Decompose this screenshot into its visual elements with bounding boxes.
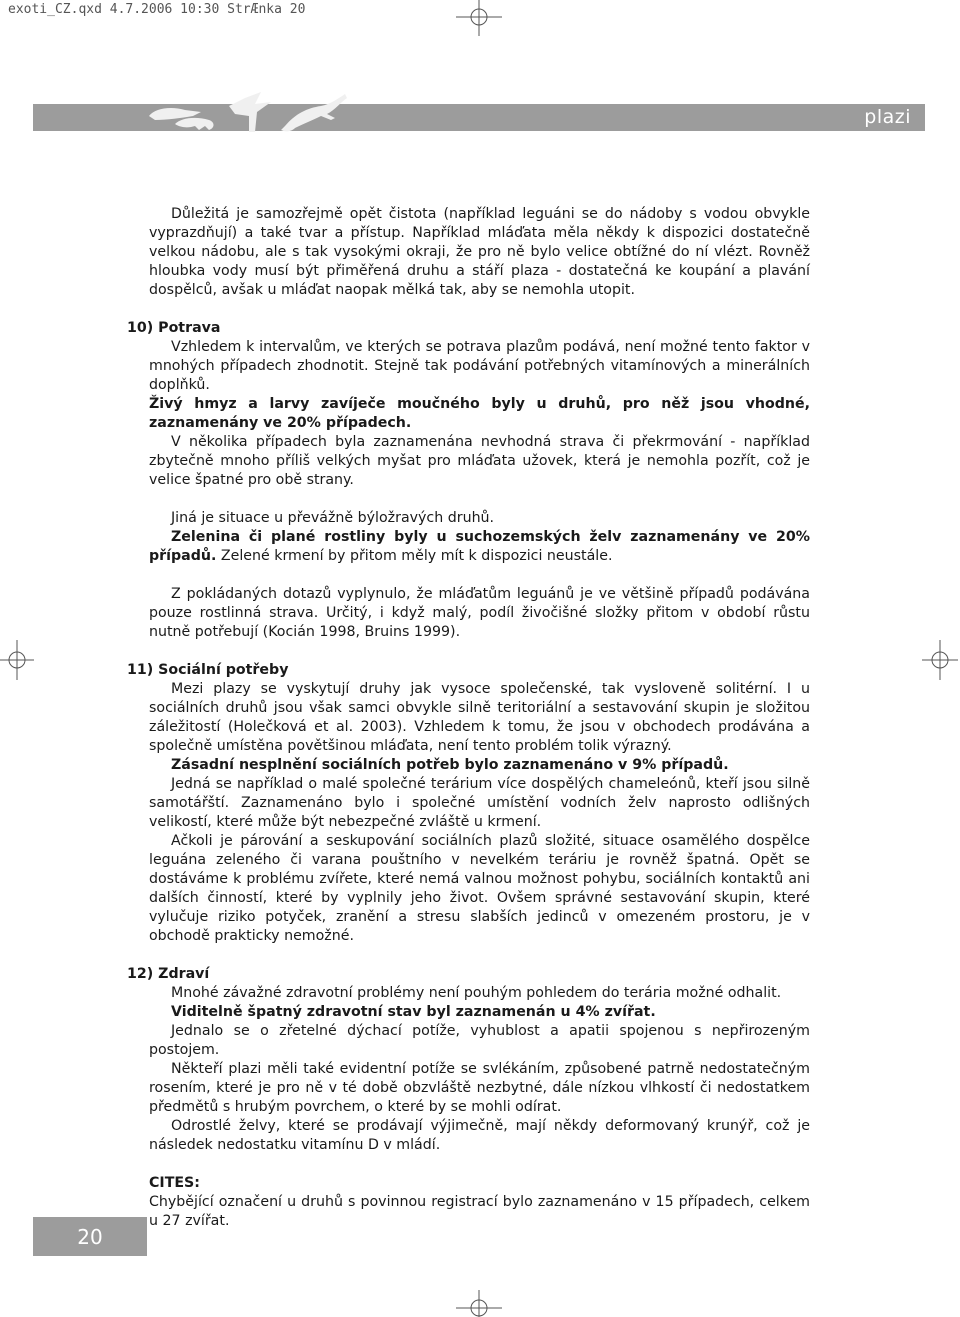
paragraph: V několika případech byla zaznamenána nevhodná strava či překrmování - například zbytečně mnoho příliš velkých myšat pro mláďata užovek, která je nemohla pozřít, což je velice špatné pro obě strany.	[149, 434, 810, 488]
bold-finding: Zásadní nesplnění sociálních potřeb bylo zaznamenáno v 9% případů.	[171, 757, 729, 773]
paragraph: Důležitá je samozřejmě opět čistota (například leguáni se do nádoby s vodou obvykle vyprazdňují) a také tvar a přístup. Například mláďata měla někdy k dispozici dostatečně velkou nádobu, ale s tak vysokými okraji, že pro ně bylo velice obtížné do ní vlézt. Rovněž hloubka vody musí být přiměřená druhu a stáří plaza - dostatečná ke koupání a plavání dospělců, avšak u mláďat naopak mělká tak, aby se nemohla utopit.	[149, 206, 810, 298]
paragraph	[149, 528, 810, 566]
crop-mark-top-icon	[456, 0, 502, 36]
section-title: plazi	[864, 106, 911, 128]
paragraph: Vzhledem k intervalům, ve kterých se potrava plazům podává, není možné tento faktor v mnohých případech zhodnotit. Stejně tak podávání potřebných vitamínových a minerálních doplňků.	[149, 339, 810, 393]
paragraph-bold	[149, 1003, 810, 1022]
cites-label: CITES:	[149, 1175, 200, 1191]
paragraph-continuation: Zelené krmení by přitom měly mít k dispozici neustále.	[216, 548, 613, 564]
crop-mark-right-icon	[922, 640, 958, 680]
section-heading-socialni: 11) Sociální potřeby	[127, 662, 289, 678]
animal-silhouettes-icon	[145, 88, 385, 138]
paragraph: Jiná je situace u převážně býložravých druhů.	[171, 510, 495, 526]
section-banner	[33, 104, 925, 131]
paragraph: Jedná se například o malé společné terárium více dospělých chameleónů, kteří jsou silně samotářští. Zaznamenáno bylo i společné umístění vodních želv naprosto odlišných velikostí, které může být nebezpečné zvláště u krmení.	[149, 776, 810, 830]
crop-mark-bottom-icon	[456, 1290, 502, 1317]
section-heading-zdravi: 12) Zdraví	[127, 966, 210, 982]
paragraph-bold	[149, 395, 810, 433]
bold-finding: Živý hmyz a larvy zavíječe moučného byly u druhů, pro něž jsou vhodné, zaznamenány ve 20% případech.	[149, 396, 810, 431]
print-slug: exoti_CZ.qxd 4.7.2006 10:30 StrÆnka 20	[8, 2, 306, 17]
crop-mark-left-icon	[0, 640, 34, 680]
paragraph: Někteří plazi měli také evidentní potíže se svlékáním, způsobené patrně nedostatečným rosením, které je pro ně v té době obzvláště nezbytné, dále nízkou vlhkostí či nedostatkem předmětů s hrubým povrchem, o které by se mohli odírat.	[149, 1061, 810, 1115]
bold-finding: Zelenina či plané rostliny byly u suchozemských želv zaznamenány ve 20% případů.	[149, 529, 810, 564]
paragraph: Mnohé závažné zdravotní problémy není pouhým pohledem do terária možné odhalit.	[171, 985, 782, 1001]
article-body	[127, 205, 810, 1231]
paragraph: Jednalo se o zřetelné dýchací potíže, vyhublost a apatii spojenou s nepřirozeným postojem.	[149, 1023, 810, 1058]
paragraph: Z pokládaných dotazů vyplynulo, že mláďatům leguánů je ve většině případů podávána pouze rostlinná strava. Určitý, i když malý, podíl živočišné složky přitom v období růstu nutně potřebují (Kocián 1998, Bruins 1999).	[149, 586, 810, 640]
section-heading-potrava: 10) Potrava	[127, 320, 221, 336]
paragraph: Mezi plazy se vyskytují druhy jak vysoce společenské, tak vysloveně solitérní. I u sociálních druhů jsou však samci obvykle silně teritoriální a sestavování skupin je složitou záležitostí (Holečková et al. 2003). Vzhledem k tomu, že jsou v obchodech prodávána a společně umístěna povětšinou mláďata, není tento problém tolik výrazný.	[149, 681, 810, 754]
page-number: 20	[33, 1217, 147, 1256]
bold-finding: Viditelně špatný zdravotní stav byl zaznamenán u 4% zvířat.	[171, 1004, 656, 1020]
paragraph: Ačkoli je párování a seskupování sociálních plazů složité, situace osamělého dospělce leguána zeleného či varana pouštního v nevelkém teráriu je rovněž špatná. Opět se dostáváme k problému zvířete, které nemá valnou možnost pohybu, sociálních kontaktů ani dalších činností, které by vyplnily jeho život. Ovšem správné sestavování skupin, které vylučuje riziko potyček, zranění a stresu slabších jedinců v omezeném prostoru, je v obchodě prakticky nemožné.	[149, 833, 810, 944]
paragraph: Chybějící označení u druhů s povinnou registrací bylo zaznamenáno v 15 případech, celkem u 27 zvířat.	[149, 1194, 810, 1229]
cites-heading	[149, 1174, 810, 1193]
paragraph: Odrostlé želvy, které se prodávají výjimečně, mají někdy deformovaný krunýř, což je následek nedostatku vitamínu D v mládí.	[149, 1118, 810, 1153]
paragraph-bold	[149, 756, 810, 775]
